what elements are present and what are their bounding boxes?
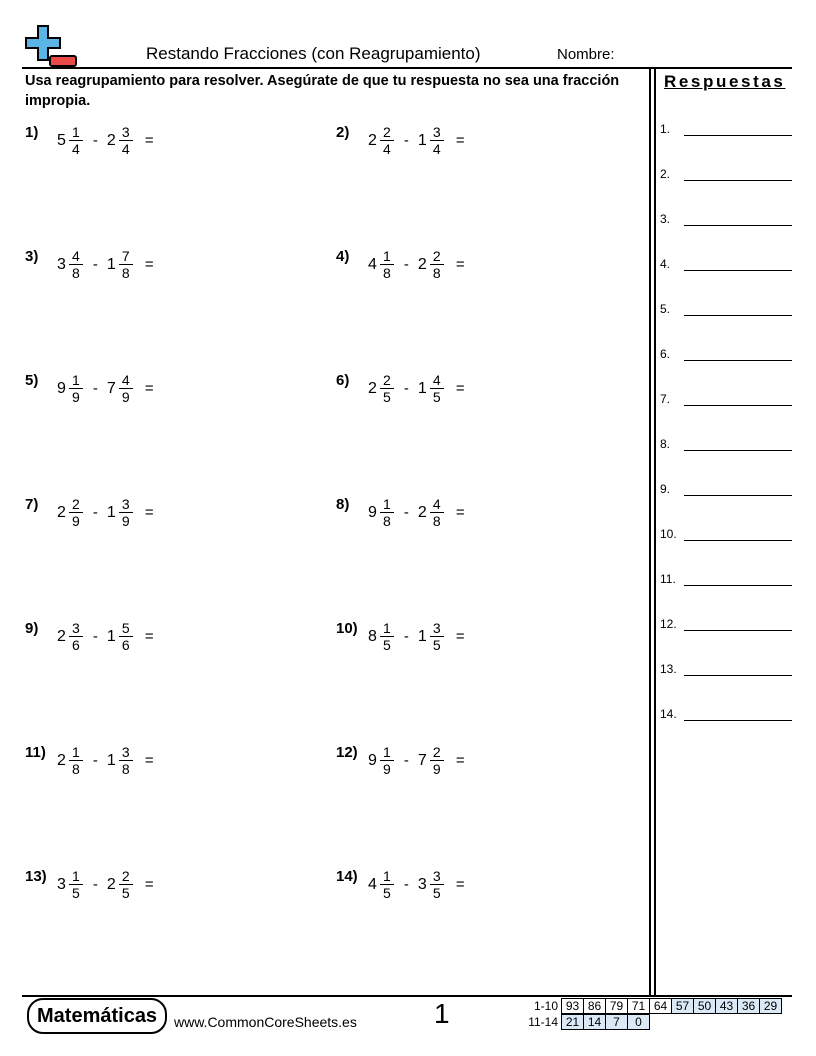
problem-9 xyxy=(25,620,305,660)
minus-sign: - xyxy=(92,876,98,893)
equals-sign: = xyxy=(144,752,154,769)
answer-blank[interactable] xyxy=(684,495,792,496)
minuend-whole-number: 4 xyxy=(368,875,377,893)
name-label: Nombre: xyxy=(557,46,615,63)
problem-number: 7) xyxy=(25,496,39,513)
subtrahend-fraction xyxy=(430,124,444,157)
minuend-whole-number: 2 xyxy=(57,627,66,645)
denominator: 9 xyxy=(383,761,391,777)
header-divider xyxy=(22,67,792,69)
fraction-expression xyxy=(57,248,154,281)
minuend-whole-number: 2 xyxy=(368,131,377,149)
minuend-whole-number: 2 xyxy=(57,503,66,521)
subtrahend-fraction xyxy=(430,496,444,529)
denominator: 5 xyxy=(121,885,130,901)
minuend-fraction xyxy=(380,496,394,529)
denominator: 8 xyxy=(72,265,80,281)
fraction-expression xyxy=(368,744,465,777)
problem-number: 6) xyxy=(336,372,350,389)
fraction-expression xyxy=(57,124,154,157)
denominator: 9 xyxy=(72,513,80,529)
answer-blank[interactable] xyxy=(684,720,792,721)
equals-sign: = xyxy=(455,132,465,149)
fraction-expression xyxy=(57,496,154,529)
footer-divider xyxy=(22,995,792,997)
minuend-fraction xyxy=(69,248,83,281)
numerator: 2 xyxy=(121,868,130,884)
problem-number: 2) xyxy=(336,124,350,141)
score-key-cell: 79 xyxy=(606,999,628,1014)
answer-number: 10. xyxy=(660,527,677,541)
denominator: 8 xyxy=(432,265,441,281)
answer-row xyxy=(660,437,792,455)
minus-sign: - xyxy=(92,256,98,273)
minus-sign: - xyxy=(403,132,409,149)
score-key-label: 11-14 xyxy=(528,1015,558,1029)
score-key-cell: 57 xyxy=(672,999,694,1014)
problem-number: 9) xyxy=(25,620,39,637)
answer-row xyxy=(660,212,792,230)
minus-sign: - xyxy=(92,752,98,769)
numerator: 1 xyxy=(383,620,391,636)
subtrahend-fraction xyxy=(430,372,444,405)
minuend-fraction xyxy=(69,744,83,777)
subtrahend-whole-number: 7 xyxy=(417,751,427,769)
denominator: 5 xyxy=(432,637,441,653)
answer-row xyxy=(660,302,792,320)
score-key-label: 1-10 xyxy=(533,999,558,1013)
minuend-fraction xyxy=(69,124,83,157)
denominator: 8 xyxy=(432,513,441,529)
denominator: 9 xyxy=(432,761,441,777)
denominator: 8 xyxy=(383,513,391,529)
answer-row xyxy=(660,167,792,185)
denominator: 4 xyxy=(121,141,130,157)
subtrahend-whole-number: 2 xyxy=(417,255,427,273)
minuend-whole-number: 3 xyxy=(57,255,66,273)
equals-sign: = xyxy=(144,628,154,645)
score-key-cell: 7 xyxy=(606,1015,628,1030)
fraction-expression xyxy=(368,868,465,901)
answer-blank[interactable] xyxy=(684,405,792,406)
denominator: 8 xyxy=(72,761,80,777)
problem-number: 11) xyxy=(25,744,46,761)
page-title: Restando Fracciones (con Reagrupamiento) xyxy=(146,44,481,63)
equals-sign: = xyxy=(144,256,154,273)
problem-number: 1) xyxy=(25,124,39,141)
problem-13 xyxy=(25,868,305,908)
subtrahend-whole-number: 3 xyxy=(417,875,427,893)
answer-row xyxy=(660,347,792,365)
equals-sign: = xyxy=(455,876,465,893)
numerator: 4 xyxy=(432,372,441,388)
problem-3 xyxy=(25,248,305,288)
answer-number: 5. xyxy=(660,302,671,316)
fraction-expression xyxy=(57,372,154,405)
denominator: 5 xyxy=(432,885,441,901)
numerator: 2 xyxy=(383,372,391,388)
numerator: 2 xyxy=(383,124,391,140)
score-key-cell: 86 xyxy=(584,999,606,1014)
subtrahend-fraction xyxy=(119,372,133,405)
problem-8 xyxy=(336,496,616,536)
subtrahend-whole-number: 2 xyxy=(106,131,116,149)
answer-row xyxy=(660,392,792,410)
problem-14 xyxy=(336,868,616,908)
instructions: Usa reagrupamiento para resolver. Asegúrate de que tu respuesta no sea una fracción impropia. xyxy=(25,73,620,109)
answer-number: 7. xyxy=(660,392,671,406)
answer-number: 6. xyxy=(660,347,671,361)
answer-blank[interactable] xyxy=(684,225,792,226)
minuend-fraction xyxy=(380,868,394,901)
minus-sign: - xyxy=(403,628,409,645)
equals-sign: = xyxy=(455,752,465,769)
answer-row xyxy=(660,257,792,275)
column-divider xyxy=(654,67,656,995)
answer-row xyxy=(660,527,792,545)
answer-row xyxy=(660,482,792,500)
fraction-expression xyxy=(368,372,465,405)
numerator: 3 xyxy=(72,620,80,636)
problem-number: 12) xyxy=(336,744,358,761)
subtrahend-fraction xyxy=(119,744,133,777)
score-key-cell: 36 xyxy=(738,999,760,1014)
minuend-whole-number: 8 xyxy=(368,627,377,645)
problem-number: 4) xyxy=(336,248,350,265)
fraction-expression xyxy=(57,744,154,777)
denominator: 4 xyxy=(432,141,441,157)
minuend-fraction xyxy=(380,620,394,653)
score-key-cell: 71 xyxy=(628,999,650,1014)
numerator: 3 xyxy=(121,124,130,140)
score-key-cell: 43 xyxy=(716,999,738,1014)
score-key-cell: 93 xyxy=(562,999,584,1014)
numerator: 3 xyxy=(432,124,441,140)
score-key-cell: 64 xyxy=(650,999,672,1014)
problem-12 xyxy=(336,744,616,784)
numerator: 1 xyxy=(383,868,391,884)
numerator: 5 xyxy=(121,620,130,636)
score-key-cell: 14 xyxy=(584,1015,606,1030)
score-key-row xyxy=(525,1014,650,1030)
minuend-whole-number: 9 xyxy=(368,751,377,769)
subtrahend-fraction xyxy=(430,248,444,281)
answer-blank[interactable] xyxy=(684,180,792,181)
denominator: 5 xyxy=(383,885,391,901)
minuend-whole-number: 3 xyxy=(57,875,66,893)
answer-number: 9. xyxy=(660,482,671,496)
equals-sign: = xyxy=(455,380,465,397)
brand-badge: Matemáticas xyxy=(27,998,167,1034)
problem-number: 14) xyxy=(336,868,358,885)
subtrahend-fraction xyxy=(119,620,133,653)
minuend-whole-number: 5 xyxy=(57,131,66,149)
score-key-cell: 50 xyxy=(694,999,716,1014)
minuend-fraction xyxy=(69,620,83,653)
equals-sign: = xyxy=(455,504,465,521)
denominator: 8 xyxy=(121,761,130,777)
minuend-fraction xyxy=(380,372,394,405)
subtrahend-whole-number: 1 xyxy=(106,751,116,769)
answer-number: 8. xyxy=(660,437,671,451)
answer-blank[interactable] xyxy=(684,630,792,631)
answer-number: 2. xyxy=(660,167,671,181)
problem-1 xyxy=(25,124,305,164)
equals-sign: = xyxy=(455,256,465,273)
minuend-whole-number: 9 xyxy=(57,379,66,397)
problem-6 xyxy=(336,372,616,412)
site-url[interactable]: www.CommonCoreSheets.es xyxy=(174,1014,357,1030)
minuend-fraction xyxy=(380,248,394,281)
answer-row xyxy=(660,707,792,725)
subtrahend-whole-number: 7 xyxy=(106,379,116,397)
fraction-expression xyxy=(57,868,154,901)
numerator: 4 xyxy=(121,372,130,388)
numerator: 1 xyxy=(383,496,391,512)
numerator: 3 xyxy=(432,620,441,636)
answer-blank[interactable] xyxy=(684,270,792,271)
numerator: 1 xyxy=(383,744,391,760)
answer-number: 14. xyxy=(660,707,677,721)
denominator: 4 xyxy=(383,141,391,157)
subtrahend-fraction xyxy=(119,496,133,529)
minuend-whole-number: 4 xyxy=(368,255,377,273)
denominator: 5 xyxy=(383,637,391,653)
answer-number: 12. xyxy=(660,617,677,631)
subtrahend-fraction xyxy=(430,620,444,653)
problem-7 xyxy=(25,496,305,536)
score-key-cell: 0 xyxy=(628,1015,650,1030)
equals-sign: = xyxy=(144,380,154,397)
answer-number: 4. xyxy=(660,257,671,271)
numerator: 1 xyxy=(72,744,80,760)
numerator: 1 xyxy=(72,124,80,140)
numerator: 2 xyxy=(432,744,441,760)
minuend-fraction xyxy=(69,372,83,405)
minus-sign: - xyxy=(403,256,409,273)
fraction-expression xyxy=(368,496,465,529)
score-key-cell: 21 xyxy=(562,1015,584,1030)
minuend-fraction xyxy=(69,868,83,901)
numerator: 3 xyxy=(432,868,441,884)
equals-sign: = xyxy=(144,876,154,893)
denominator: 4 xyxy=(72,141,80,157)
minus-sign: - xyxy=(403,876,409,893)
answers-title: Respuestas xyxy=(664,72,786,91)
denominator: 6 xyxy=(72,637,80,653)
minus-sign: - xyxy=(403,752,409,769)
minus-sign: - xyxy=(92,628,98,645)
fraction-expression xyxy=(368,124,465,157)
minuend-whole-number: 2 xyxy=(57,751,66,769)
numerator: 1 xyxy=(72,868,80,884)
subtrahend-fraction xyxy=(430,744,444,777)
equals-sign: = xyxy=(144,504,154,521)
equals-sign: = xyxy=(455,628,465,645)
minus-sign: - xyxy=(92,504,98,521)
subtrahend-whole-number: 1 xyxy=(417,379,427,397)
column-divider xyxy=(649,67,651,995)
subtrahend-whole-number: 1 xyxy=(417,131,427,149)
answer-blank[interactable] xyxy=(684,585,792,586)
denominator: 5 xyxy=(72,885,80,901)
problem-number: 10) xyxy=(336,620,358,637)
score-key-row xyxy=(525,998,782,1014)
problem-11 xyxy=(25,744,305,784)
denominator: 9 xyxy=(72,389,80,405)
numerator: 3 xyxy=(121,744,130,760)
denominator: 8 xyxy=(383,265,391,281)
minuend-whole-number: 2 xyxy=(368,379,377,397)
answer-blank[interactable] xyxy=(684,315,792,316)
numerator: 2 xyxy=(72,496,80,512)
subtrahend-whole-number: 1 xyxy=(106,255,116,273)
minuend-fraction xyxy=(69,496,83,529)
minus-sign: - xyxy=(92,380,98,397)
answer-blank[interactable] xyxy=(684,675,792,676)
minuend-fraction xyxy=(380,744,394,777)
problem-number: 5) xyxy=(25,372,39,389)
numerator: 1 xyxy=(383,248,391,264)
numerator: 2 xyxy=(432,248,441,264)
numerator: 3 xyxy=(121,496,130,512)
answer-number: 11. xyxy=(660,572,676,586)
denominator: 5 xyxy=(383,389,391,405)
minuend-whole-number: 9 xyxy=(368,503,377,521)
minus-sign: - xyxy=(403,380,409,397)
subtrahend-fraction xyxy=(119,248,133,281)
numerator: 1 xyxy=(72,372,80,388)
problem-4 xyxy=(336,248,616,288)
denominator: 6 xyxy=(121,637,130,653)
answer-blank[interactable] xyxy=(684,135,792,136)
subtrahend-whole-number: 2 xyxy=(106,875,116,893)
answer-blank[interactable] xyxy=(684,540,792,541)
subtrahend-whole-number: 1 xyxy=(417,627,427,645)
fraction-expression xyxy=(57,620,154,653)
page-number: 1 xyxy=(434,998,450,1029)
fraction-expression xyxy=(368,248,465,281)
subtrahend-fraction xyxy=(430,868,444,901)
answer-row xyxy=(660,122,792,140)
problem-number: 8) xyxy=(336,496,350,513)
subtrahend-fraction xyxy=(119,124,133,157)
subtrahend-whole-number: 1 xyxy=(106,627,116,645)
numerator: 4 xyxy=(72,248,80,264)
answer-blank[interactable] xyxy=(684,360,792,361)
problem-number: 3) xyxy=(25,248,39,265)
minus-sign: - xyxy=(92,132,98,149)
subtrahend-whole-number: 2 xyxy=(417,503,427,521)
fraction-expression xyxy=(368,620,465,653)
subtrahend-whole-number: 1 xyxy=(106,503,116,521)
problem-10 xyxy=(336,620,616,660)
denominator: 5 xyxy=(432,389,441,405)
numerator: 7 xyxy=(121,248,130,264)
problem-5 xyxy=(25,372,305,412)
plus-minus-logo-icon xyxy=(22,24,80,68)
answer-row xyxy=(660,662,792,680)
score-key-cell: 29 xyxy=(760,999,782,1014)
answer-number: 1. xyxy=(660,122,671,136)
equals-sign: = xyxy=(144,132,154,149)
minuend-fraction xyxy=(380,124,394,157)
problem-number: 13) xyxy=(25,868,47,885)
denominator: 9 xyxy=(121,389,130,405)
subtrahend-fraction xyxy=(119,868,133,901)
answer-number: 13. xyxy=(660,662,677,676)
numerator: 4 xyxy=(432,496,441,512)
minus-sign: - xyxy=(403,504,409,521)
answer-blank[interactable] xyxy=(684,450,792,451)
denominator: 9 xyxy=(121,513,130,529)
answer-row xyxy=(660,572,792,590)
answer-number: 3. xyxy=(660,212,671,226)
problem-2 xyxy=(336,124,616,164)
denominator: 8 xyxy=(121,265,130,281)
answer-row xyxy=(660,617,792,635)
